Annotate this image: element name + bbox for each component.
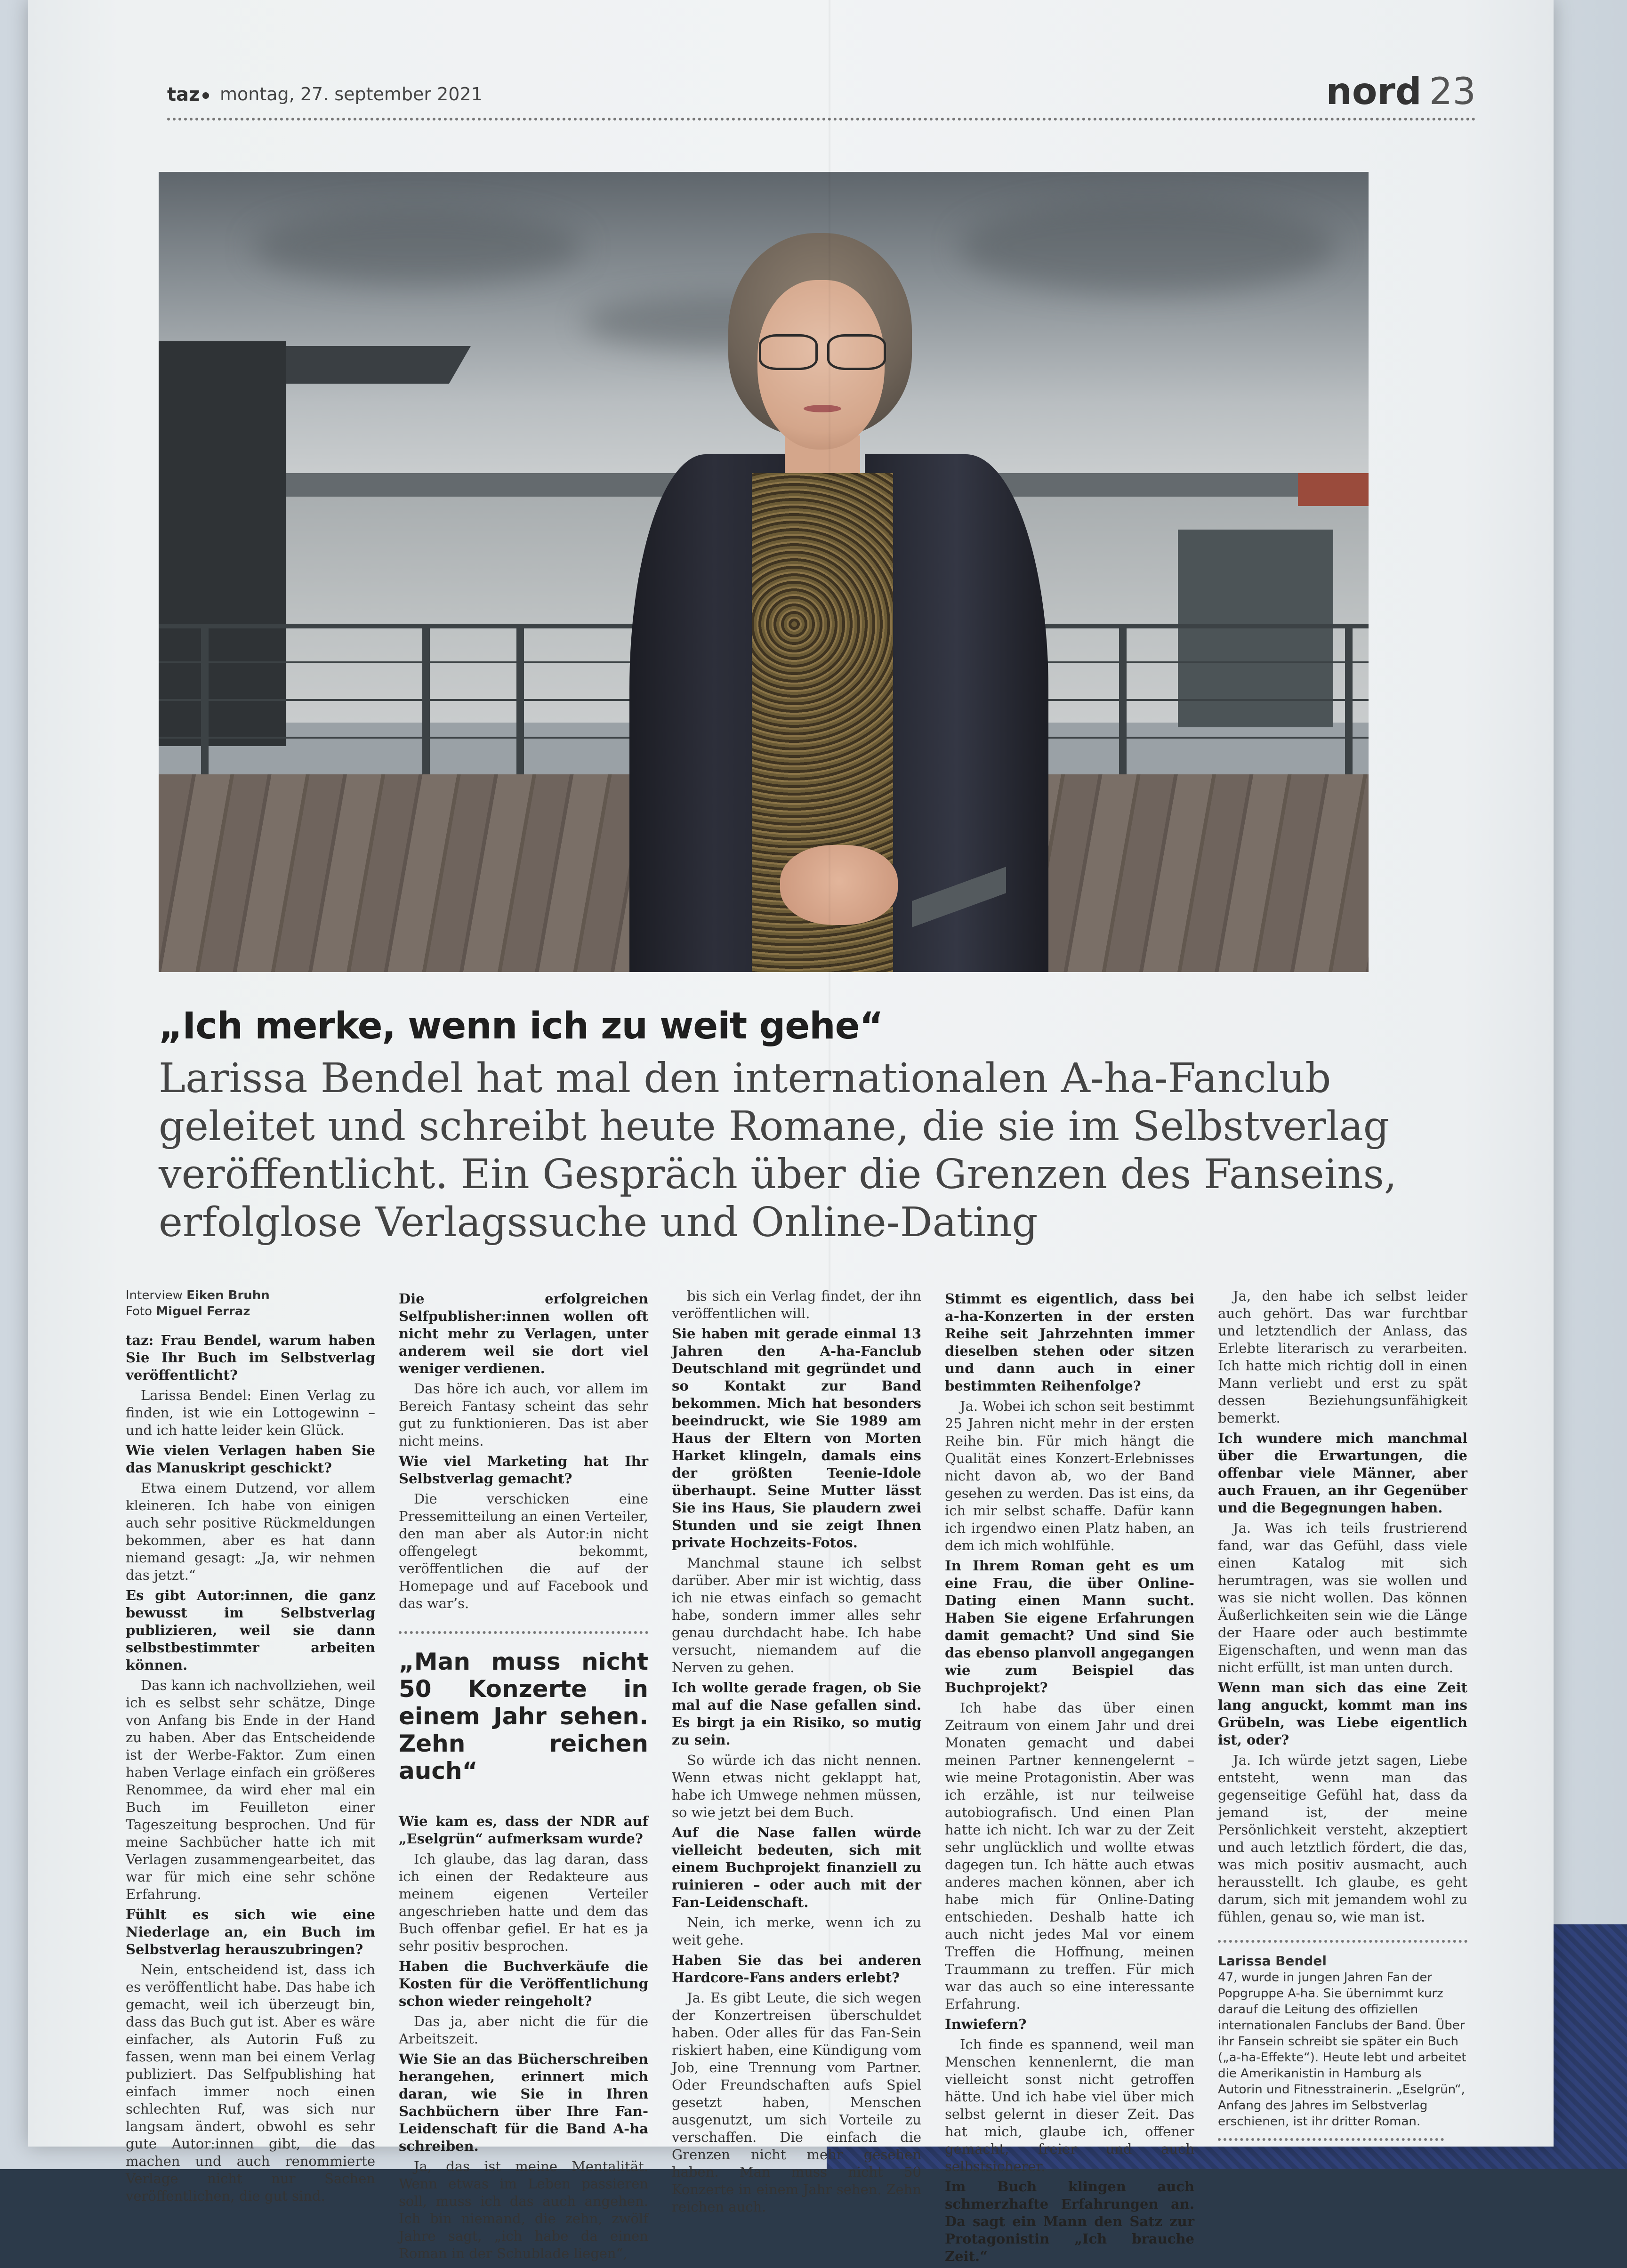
rail-post [1119,624,1127,774]
photo-lips [804,405,841,412]
column-2-body-continued [399,1813,648,2262]
column-5-body [1218,1287,1467,1926]
interview-answer: Manchmal staune ich selbst darüber. Aber mir ist wichtig, dass ich nie etwas einfach so gemacht habe, sondern immer alles sehr genau durchdacht habe. Ich habe versucht, niemandem auf die Nerven zu gehen. [672,1555,921,1675]
page-header [167,71,1476,122]
pull-quote: „Man muss nicht 50 Konzerte in einem Jahr sehen. Zehn reichen auch“ [399,1631,648,1785]
interview-question: Ich wundere mich manchmal über die Erwartungen, die offenbar viele Männer, aber auch Frauen, an ihr Gegenüber und die Begegnungen haben. [1218,1430,1467,1516]
interview-answer: Ja. Es gibt Leute, die sich wegen der Konzertreisen überschuldet haben. Oder alles für das Fan-Sein riskiert haben, eine Kündigung vom Job, eine Trennung vom Partner. Oder Freundschaften aufs Spiel gesetzt haben, Menschen ausgenutzt, um sich Vorteile zu verschaffen. Die einfach die Grenzen nicht mehr gesehen haben. Man muss nicht 50 Konzerte in einem Jahr sehen. Zehn reichen auch. [672,1990,921,2215]
photo-cloud [959,200,1336,294]
interview-answer: Die verschicken eine Pressemitteilung an einen Verteiler, den man aber als Autor:in nicht offengelegt bekommt, veröffentlichen die auf der Homepage und auf Facebook und das war’s. [399,1491,648,1611]
interview-answer: Nein, entscheidend ist, dass ich es veröffentlicht habe. Das habe ich gemacht, weil ich überzeugt bin, dass das Buch gut ist. Aber es wäre einfacher, als Autorin Fuß zu fassen, wenn man bei einem Verlag publiziert. Das Selfpublishing hat einfach immer noch einen schlechten Ruf, was sich nur langsam ändert, obwohl es sehr gute Autor:innen gibt, die das machen und auch renommierte Verlage nicht nur Sachen veröffentlichen, die gut sind. [126,1962,375,2204]
interview-question: In Ihrem Roman geht es um eine Frau, die über Online-Dating einen Mann sucht. Haben Sie eigene Erfahrungen damit gemacht? Und sind Sie das ebenso planvoll angegangen wie zum Beispiel das Buchprojekt? [945,1558,1194,1696]
credit-label: Foto [126,1304,153,1319]
portrait-photo [159,172,1369,972]
interview-question: Haben Sie das bei anderen Hardcore-Fans anders erlebt? [672,1952,921,1986]
header-divider [167,118,1476,121]
interview-answer: Ja. Wobei ich schon seit bestimmt 25 Jahren nicht mehr in der ersten Reihe bin. Für mich hängt die Qualität eines Konzert-Erlebnisses nicht davon ab, wo der Band gesehen zu werden. Das ist eins, da ich mir selbst schaffe. Dafür kann ich irgendwo einen Platz haben, an dem ich mich wohlfühle. [945,1398,1194,1553]
interview-question: Wie Sie an das Bücherschreiben herangehen, erinnert mich daran, wie Sie in Ihren Sachbüchern über Ihre Fan-Leidenschaft für die Band A-ha schreiben. [399,2051,648,2154]
newspaper-page [28,0,1554,2264]
interview-question: Im Buch klingen auch schmerzhafte Erfahrungen an. Da sagt ein Mann den Satz zur Protagonistin „Ich brauche Zeit.“ [945,2179,1194,2264]
paper-fold [829,0,830,2147]
photo-building [1298,473,1369,506]
interview-answer: Ich finde es spannend, weil man Menschen kennenlernt, die man vielleicht sonst nicht getroffen hätte. Und ich habe viel über mich selbst gelernt in dieser Zeit. Das hat mich, glaube ich, offener gemacht, freier und auch selbstsicherer. [945,2036,1194,2174]
interview-answer: Das höre ich auch, vor allem im Bereich Fantasy scheint das sehr gut zu funktionieren. Das ist aber nicht meins. [399,1381,648,1449]
issue-date: montag, 27. september 2021 [220,84,483,105]
rail-post [1345,624,1353,774]
interview-question: Es gibt Autor:innen, die ganz bewusst im Selbstverlag publizieren, weil sie dann selbstbestimmter arbeiten können. [126,1587,375,1673]
column-1-body [126,1332,375,2205]
section-name: nord [1326,71,1422,113]
photo-credit [126,1303,375,1319]
credit-label: Interview [126,1288,183,1303]
interview-question: Wie vielen Verlagen haben Sie das Manuskript geschickt? [126,1442,375,1476]
column-3-body [672,1287,921,2216]
article-credits [126,1287,375,1319]
article-subheadline: Larissa Bendel hat mal den internationalen A-ha-Fanclub geleitet und schreibt heute Romane, die sie im Selbstverlag veröffentlicht. Ein Gespräch über die Grenzen des Fanseins, erfolglose Verlagssuche und Online-Dating [159,1055,1397,1246]
bio-name: Larissa Bendel [1218,1953,1327,1969]
photo-glasses [759,334,884,367]
interview-question: Inwiefern? [945,2016,1027,2032]
photo-rail-front [912,831,1006,972]
brand-dot-icon [202,92,209,99]
interview-answer: Das kann ich nachvollziehen, weil ich es selbst sehr schätze, Dinge von Anfang bis Ende in der Hand zu haben. Aber das Entscheidende ist der Werbe-Faktor. Zum einen haben Verlage einfach ein größeres Renommee, da wird eher mal ein Buch im Feuilleton einer Tageszeitung besprochen. Und für meine Sachbücher hatte ich mit Verlagen zusammengearbeitet, das war für mich eine sehr schöne Erfahrung. [126,1677,375,1902]
interview-answer: Ich habe das über einen Zeitraum von einem Jahr und drei Monaten gemacht und dabei meinen Partner kennengelernt – wie meine Protagonistin. Aber was ich erzähle, ist nur teilweise autobiografisch. Und einen Plan hatte ich nicht. Ich war zu der Zeit sehr unglücklich und wollte etwas dagegen tun. Ich hätte auch etwas anderes machen können, aber ich habe mich für Online-Dating entschieden. Deshalb hatte ich auch nicht jedes Mal vor einem Treffen die Hoffnung, meinen Traummann zu treffen. Für mich war das auch so eine interessante Erfahrung. [945,1700,1194,2012]
glasses-lens [827,334,886,370]
brand-logo [167,84,214,105]
interview-answer: Das ja, aber nicht die für die Arbeitszeit. [399,2013,648,2047]
glasses-lens [759,334,818,370]
bio-text: 47, wurde in jungen Jahren Fan der Popgruppe A-ha. Sie übernimmt kurz darauf die Leitung des offiziellen internationalen Fanclubs der Band. Über ihr Fansein schreibt sie später ein Buch („a-ha-Effekte“). Heute lebt und arbeitet die Amerikanistin in Hamburg als Autorin und Fitnesstrainerin. „Eselgrün“, Anfang des Jahres im Selbstverlag erschienen, ist ihr dritter Roman. [1218,1970,1466,2129]
interview-question: Fühlt es sich wie eine Niederlage an, ein Buch im Selbstverlag herauszubringen? [126,1906,375,1957]
rail-post [516,624,524,774]
credit-name: Miguel Ferraz [156,1304,250,1319]
section-label [1326,71,1476,113]
photo-hands [780,845,898,925]
column-4-body [945,1290,1194,2265]
interview-credit [126,1287,375,1303]
interview-answer: Nein, ich merke, wenn ich zu weit gehe. [672,1914,921,1948]
column-2-body [399,1290,648,1612]
interview-question: Sie haben mit gerade einmal 13 Jahren den A-ha-Fanclub Deutschland mit gegründet und so Kontakt zur Band bekommen. Mich hat besonders beeindruckt, wie Sie 1989 am Haus der Eltern von Morten Harket klingeln, damals eins der größten Teenie-Idole überhaupt. Seine Mutter lässt Sie ins Haus, Sie plaudern zwei Stunden und sie zeigt Ihnen private Hochzeits-Fotos. [672,1326,921,1551]
interview-question: Ich wollte gerade fragen, ob Sie mal auf die Nase gefallen sind. Es birgt ja ein Risiko, so mutig zu sein. [672,1680,921,1748]
interview-question: Wie kam es, dass der NDR auf „Eselgrün“ aufmerksam wurde? [399,1813,648,1847]
interview-answer: Larissa Bendel: Einen Verlag zu finden, ist wie ein Lottogewinn – und ich hatte leider kein Glück. [126,1387,375,1438]
interview-question: taz: Frau Bendel, warum haben Sie Ihr Buch im Selbstverlag veröffentlicht? [126,1332,375,1383]
text-column-3 [672,1287,921,2219]
rail-post [422,624,430,774]
interview-answer: Ja. Ich würde jetzt sagen, Liebe entsteht, wenn man das gegenseitige Gefühl hat, dass da jemand ist, der meine Persönlichkeit versteht, akzeptiert und auch letztlich fördert, die das, was mich positiv ausmacht, auch herausstellt. Ich glaube, es geht darum, sich mit jemandem wohl zu fühlen, genau so, wie man ist. [1218,1752,1467,1925]
brand-name: taz [167,84,200,105]
interview-answer: bis sich ein Verlag findet, der ihn veröffentlichen will. [672,1288,921,1321]
interview-answer: Ja, das ist meine Mentalität. Wenn etwas im Leben passieren soll, muss ich das auch angehen. Ich bin niemand, die zehn, zwölf Jahre sagt, „ich habe da einen Roman in der Schublade liegen“, [399,2158,648,2261]
text-column-4 [945,1287,1194,2268]
interview-question: Wenn man sich das eine Zeit lang anguckt, kommt man ins Grübeln, was Liebe eigentlich ist, oder? [1218,1680,1467,1748]
interview-question: Auf die Nase fallen würde vielleicht bedeuten, sich mit einem Buchprojekt finanziell zu ruinieren – oder auch mit der Fan-Leidenschaft. [672,1825,921,1910]
interview-answer: Ja. Was ich teils frustrierend fand, war das Gefühl, dass viele einen Katalog mit sich herumtragen, was sie wollen und was sie nicht wollen. Das können Äußerlichkeiten sein wie die Länge der Haare oder auch bestimmte Eigenschaften, und wenn man das nicht erfüllt, ist man unten durch. [1218,1520,1467,1675]
interview-answer: Ja, den habe ich selbst leider auch gehört. Das war furchtbar und letztendlich der Anlass, das Erlebte literarisch zu verarbeiten. Ich hatte mich richtig doll in einen Mann verliebt und erst zu spät dessen Beziehungsunfähigkeit bemerkt. [1218,1288,1467,1426]
interview-question: Die erfolgreichen Selfpublisher:innen wollen oft nicht mehr zu Verlagen, unter anderem weil sie dort viel weniger verdienen. [399,1291,648,1376]
article-headline: „Ich merke, wenn ich zu weit gehe“ [159,1005,883,1047]
interview-question: Stimmt es eigentlich, dass bei a-ha-Konzerten in der ersten Reihe seit Jahrzehnten immer dieselben stehen oder sitzen und dann auch in einer bestimmten Reihenfolge? [945,1291,1194,1394]
interview-question: Wie viel Marketing hat Ihr Selbstverlag gemacht? [399,1453,648,1487]
interview-answer: So würde ich das nicht nennen. Wenn etwas nicht geklappt hat, habe ich Umwege nehmen müssen, so wie jetzt bei dem Buch. [672,1752,921,1820]
text-column-5 [1218,1287,1467,2141]
interview-answer: Ich glaube, das lag daran, dass ich einen der Redakteure aus meinem eigenen Verteiler angeschrieben hatte und dem das Buch offenbar gefiel. Er hat es ja sehr positiv besprochen. [399,1851,648,1954]
photo-cloud [253,209,582,285]
text-column-1 [126,1287,375,2208]
credit-name: Eiken Bruhn [186,1288,270,1303]
bio-divider [1218,1940,1467,1943]
interview-answer: Etwa einem Dutzend, vor allem kleineren. Ich habe von einigen auch sehr positive Rückmeldungen bekommen, aber es hat dann niemand gesagt: „Ja, wir nehmen das jetzt.“ [126,1480,375,1583]
bio-end-divider [1218,2138,1444,2141]
rail-post [201,624,209,774]
text-column-2 [399,1287,648,2265]
page-number: 23 [1429,71,1476,113]
interview-question: Haben die Buchverkäufe die Kosten für die Veröffentlichung schon wieder reingeholt? [399,1958,648,2009]
